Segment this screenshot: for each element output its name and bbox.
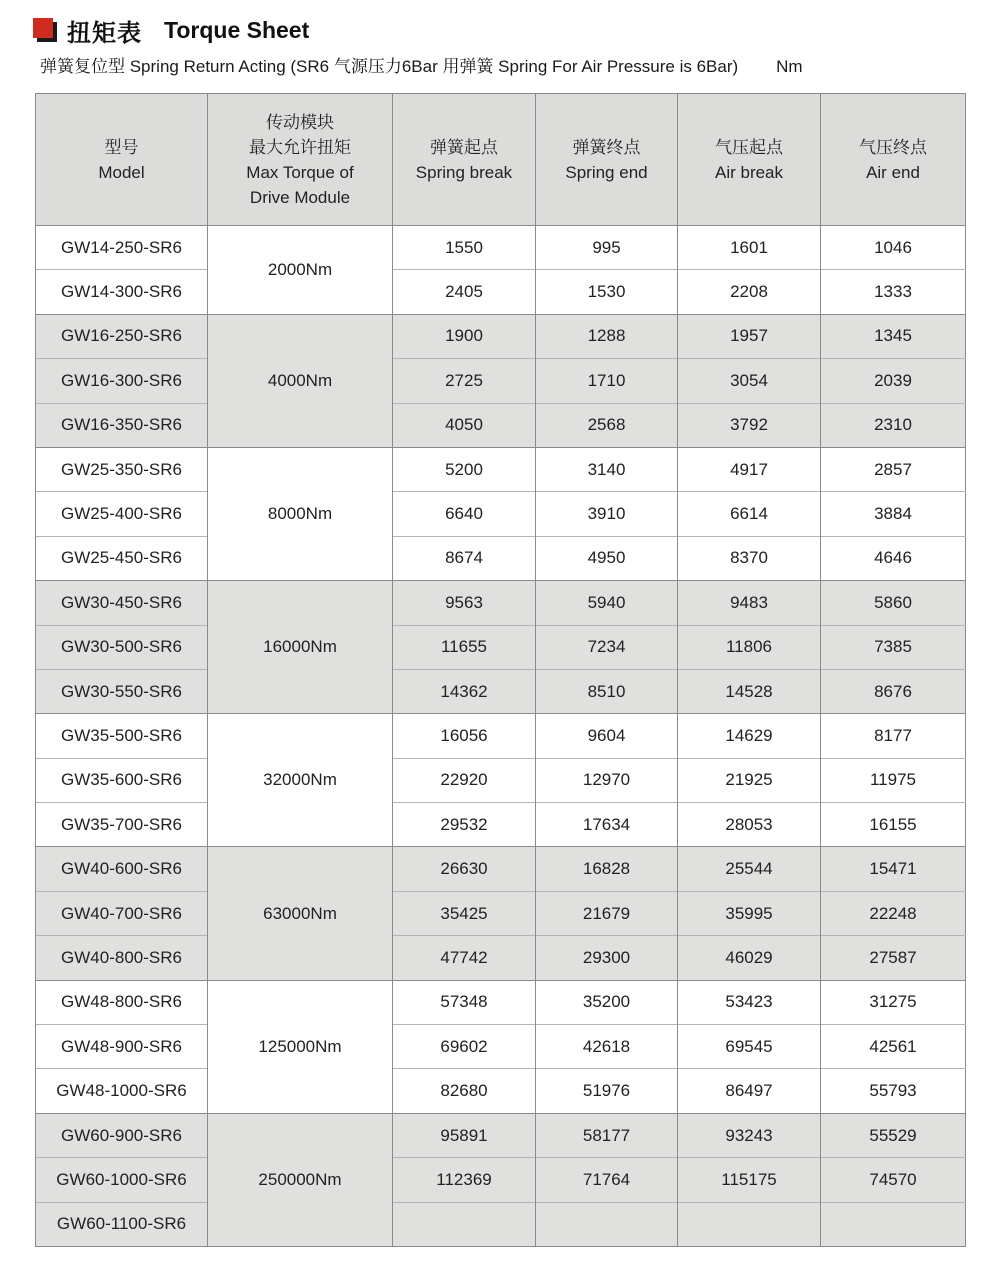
value-cell: 22920 <box>393 758 536 802</box>
table-row <box>36 1158 966 1202</box>
col-header-max-torque-en1: Max Torque of <box>246 162 354 182</box>
value-cell: 35425 <box>393 891 536 935</box>
value-cell: 2725 <box>393 359 536 403</box>
model-cell: GW40-600-SR6 <box>36 847 208 891</box>
value-cell: 1900 <box>393 314 536 358</box>
page-title <box>33 14 1000 46</box>
value-cell: 3140 <box>536 447 678 491</box>
value-cell: 8177 <box>821 714 966 758</box>
col-header-model <box>36 94 208 226</box>
value-cell: 2208 <box>678 270 821 314</box>
value-cell: 82680 <box>393 1069 536 1113</box>
value-cell: 25544 <box>678 847 821 891</box>
value-cell: 4950 <box>536 536 678 580</box>
table-row <box>36 758 966 802</box>
max-torque-cell: 8000Nm <box>208 447 393 580</box>
col-header-air-end <box>821 94 966 226</box>
max-torque-cell: 4000Nm <box>208 314 393 447</box>
value-cell: 2568 <box>536 403 678 447</box>
model-cell: GW60-1000-SR6 <box>36 1158 208 1202</box>
value-cell: 14362 <box>393 669 536 713</box>
col-header-air-end-zh: 气压终点 <box>859 137 927 157</box>
col-header-air-break-zh: 气压起点 <box>715 137 783 157</box>
value-cell: 3792 <box>678 403 821 447</box>
value-cell: 1550 <box>393 226 536 270</box>
value-cell: 7234 <box>536 625 678 669</box>
model-cell: GW30-500-SR6 <box>36 625 208 669</box>
value-cell: 115175 <box>678 1158 821 1202</box>
model-cell: GW14-300-SR6 <box>36 270 208 314</box>
table-row <box>36 403 966 447</box>
model-cell: GW48-900-SR6 <box>36 1025 208 1069</box>
value-cell: 8510 <box>536 669 678 713</box>
value-cell: 29300 <box>536 936 678 980</box>
value-cell: 4050 <box>393 403 536 447</box>
table-row <box>36 803 966 847</box>
value-cell: 1530 <box>536 270 678 314</box>
value-cell: 14629 <box>678 714 821 758</box>
model-cell: GW35-700-SR6 <box>36 803 208 847</box>
value-cell: 8674 <box>393 536 536 580</box>
table-row <box>36 1069 966 1113</box>
col-header-spring-break-en: Spring break <box>415 162 513 182</box>
value-cell: 46029 <box>678 936 821 980</box>
value-cell: 71764 <box>536 1158 678 1202</box>
value-cell <box>678 1202 821 1246</box>
value-cell: 9563 <box>393 581 536 625</box>
value-cell: 3054 <box>678 359 821 403</box>
value-cell: 31275 <box>821 980 966 1024</box>
model-cell: GW30-450-SR6 <box>36 581 208 625</box>
value-cell: 1345 <box>821 314 966 358</box>
value-cell: 2857 <box>821 447 966 491</box>
value-cell: 1957 <box>678 314 821 358</box>
value-cell: 57348 <box>393 980 536 1024</box>
value-cell: 55529 <box>821 1113 966 1157</box>
col-header-air-end-en: Air end <box>866 162 920 182</box>
model-cell: GW60-900-SR6 <box>36 1113 208 1157</box>
table-row <box>36 980 966 1024</box>
value-cell: 35200 <box>536 980 678 1024</box>
red-square-icon <box>33 17 59 43</box>
table-row <box>36 936 966 980</box>
col-header-spring-end-en: Spring end <box>565 162 648 182</box>
table-row <box>36 226 966 270</box>
value-cell: 42561 <box>821 1025 966 1069</box>
header-row <box>36 94 966 226</box>
col-header-max-torque <box>208 94 393 226</box>
value-cell: 95891 <box>393 1113 536 1157</box>
value-cell: 3884 <box>821 492 966 536</box>
value-cell: 1710 <box>536 359 678 403</box>
model-cell: GW30-550-SR6 <box>36 669 208 713</box>
value-cell: 2039 <box>821 359 966 403</box>
max-torque-cell: 2000Nm <box>208 226 393 315</box>
page-title-en: Torque Sheet <box>164 16 310 43</box>
model-cell: GW14-250-SR6 <box>36 226 208 270</box>
value-cell: 14528 <box>678 669 821 713</box>
model-cell: GW35-600-SR6 <box>36 758 208 802</box>
value-cell: 51976 <box>536 1069 678 1113</box>
value-cell: 58177 <box>536 1113 678 1157</box>
col-header-max-torque-zh1: 传动模块 <box>266 112 334 132</box>
value-cell: 16056 <box>393 714 536 758</box>
value-cell: 1288 <box>536 314 678 358</box>
value-cell: 112369 <box>393 1158 536 1202</box>
value-cell: 21679 <box>536 891 678 935</box>
value-cell: 1046 <box>821 226 966 270</box>
value-cell: 5940 <box>536 581 678 625</box>
table-row <box>36 581 966 625</box>
value-cell: 11806 <box>678 625 821 669</box>
model-cell: GW40-800-SR6 <box>36 936 208 980</box>
value-cell: 29532 <box>393 803 536 847</box>
value-cell: 11975 <box>821 758 966 802</box>
value-cell: 35995 <box>678 891 821 935</box>
value-cell: 53423 <box>678 980 821 1024</box>
col-header-max-torque-en2: Drive Module <box>249 187 351 207</box>
value-cell: 16155 <box>821 803 966 847</box>
torque-table <box>35 93 966 1247</box>
value-cell <box>821 1202 966 1246</box>
value-cell: 5200 <box>393 447 536 491</box>
value-cell: 4917 <box>678 447 821 491</box>
table-row <box>36 536 966 580</box>
value-cell: 8676 <box>821 669 966 713</box>
model-cell: GW25-350-SR6 <box>36 447 208 491</box>
model-cell: GW60-1100-SR6 <box>36 1202 208 1246</box>
value-cell: 1601 <box>678 226 821 270</box>
value-cell: 93243 <box>678 1113 821 1157</box>
value-cell: 21925 <box>678 758 821 802</box>
torque-sheet-page <box>0 14 1000 1269</box>
col-header-max-torque-zh2: 最大允许扭矩 <box>249 137 351 157</box>
value-cell: 27587 <box>821 936 966 980</box>
col-header-spring-end-zh: 弹簧终点 <box>572 137 641 157</box>
table-row <box>36 847 966 891</box>
col-header-air-break-en: Air break <box>714 162 784 182</box>
col-header-air-break <box>678 94 821 226</box>
value-cell: 47742 <box>393 936 536 980</box>
value-cell: 55793 <box>821 1069 966 1113</box>
value-cell: 17634 <box>536 803 678 847</box>
table-row <box>36 625 966 669</box>
table-header <box>36 94 966 226</box>
value-cell: 4646 <box>821 536 966 580</box>
model-cell: GW48-1000-SR6 <box>36 1069 208 1113</box>
value-cell: 69602 <box>393 1025 536 1069</box>
value-cell: 5860 <box>821 581 966 625</box>
model-cell: GW40-700-SR6 <box>36 891 208 935</box>
model-cell: GW25-450-SR6 <box>36 536 208 580</box>
model-cell: GW16-350-SR6 <box>36 403 208 447</box>
model-cell: GW16-300-SR6 <box>36 359 208 403</box>
value-cell: 2310 <box>821 403 966 447</box>
model-cell: GW16-250-SR6 <box>36 314 208 358</box>
col-header-spring-end <box>536 94 678 226</box>
max-torque-cell: 63000Nm <box>208 847 393 980</box>
model-cell: GW48-800-SR6 <box>36 980 208 1024</box>
table-row <box>36 669 966 713</box>
unit-label: Nm <box>776 57 803 76</box>
value-cell: 9604 <box>536 714 678 758</box>
table-row <box>36 1113 966 1157</box>
value-cell: 3910 <box>536 492 678 536</box>
max-torque-cell: 250000Nm <box>208 1113 393 1246</box>
col-header-model-zh: 型号 <box>104 137 139 157</box>
value-cell: 2405 <box>393 270 536 314</box>
value-cell: 74570 <box>821 1158 966 1202</box>
value-cell: 26630 <box>393 847 536 891</box>
col-header-model-en: Model <box>98 162 145 182</box>
model-cell: GW25-400-SR6 <box>36 492 208 536</box>
torque-table-body <box>36 226 966 1247</box>
value-cell: 6640 <box>393 492 536 536</box>
table-row <box>36 270 966 314</box>
value-cell: 22248 <box>821 891 966 935</box>
max-torque-cell: 16000Nm <box>208 581 393 714</box>
table-row <box>36 1202 966 1246</box>
value-cell: 1333 <box>821 270 966 314</box>
table-row <box>36 359 966 403</box>
value-cell: 995 <box>536 226 678 270</box>
value-cell: 6614 <box>678 492 821 536</box>
value-cell <box>536 1202 678 1246</box>
subtitle-text: 弹簧复位型 Spring Return Acting (SR6 气源压力6Bar 用弹簧 Spring For Air Pressure is 6Bar) <box>40 57 739 76</box>
value-cell: 28053 <box>678 803 821 847</box>
table-row <box>36 1025 966 1069</box>
value-cell: 8370 <box>678 536 821 580</box>
page-title-zh: 扭矩表 <box>67 19 142 47</box>
table-row <box>36 492 966 536</box>
value-cell: 12970 <box>536 758 678 802</box>
value-cell: 11655 <box>393 625 536 669</box>
value-cell: 42618 <box>536 1025 678 1069</box>
subtitle-row <box>40 54 1000 80</box>
table-row <box>36 314 966 358</box>
col-header-spring-break <box>393 94 536 226</box>
value-cell: 86497 <box>678 1069 821 1113</box>
max-torque-cell: 32000Nm <box>208 714 393 847</box>
col-header-spring-break-zh: 弹簧起点 <box>430 137 498 157</box>
model-cell: GW35-500-SR6 <box>36 714 208 758</box>
value-cell: 15471 <box>821 847 966 891</box>
table-row <box>36 891 966 935</box>
value-cell <box>393 1202 536 1246</box>
value-cell: 16828 <box>536 847 678 891</box>
max-torque-cell: 125000Nm <box>208 980 393 1113</box>
table-row <box>36 714 966 758</box>
value-cell: 9483 <box>678 581 821 625</box>
red-square-icon-face <box>33 18 53 38</box>
value-cell: 69545 <box>678 1025 821 1069</box>
value-cell: 7385 <box>821 625 966 669</box>
table-row <box>36 447 966 491</box>
